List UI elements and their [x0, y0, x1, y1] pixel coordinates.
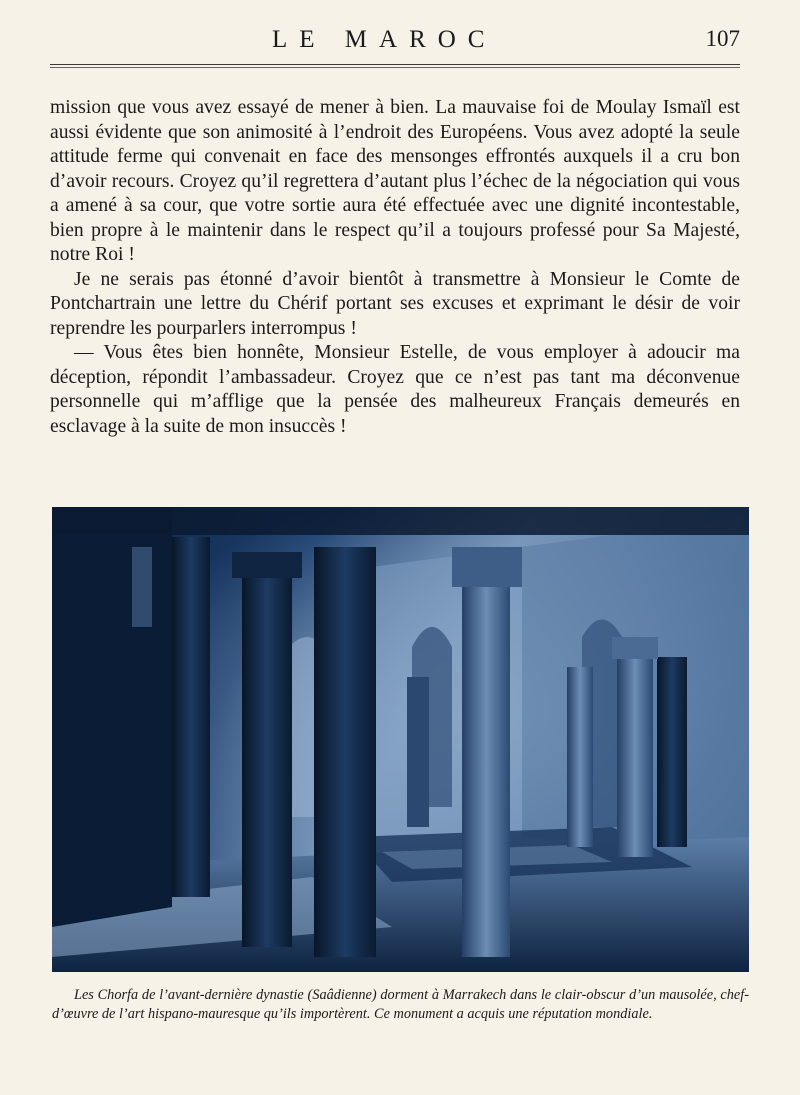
header-rule-thin — [50, 67, 740, 68]
paragraph-1: mission que vous avez essayé de mener à bien. La mauvaise foi de Moulay Ismaïl est aussi évidente que son animosité à l’endroit des Européens. Vous avez adopté la seule attitude ferme qui convenait en face des mensonges effrontés auxquels il a cru bon d’avoir recours. Croyez qu’il regrettera d’autant plus l’échec de la négociation qui vous a amené à sa cour, que votre sortie aura été effectuée avec une dignité incontestable, bien propre à le maintenir dans le respect qu’il a toujours professé pour Sa Majesté, notre Roi ! — [50, 97, 740, 265]
page-number: 107 — [705, 26, 740, 51]
paragraph-2: Je ne serais pas étonné d’avoir bientôt à transmettre à Monsieur le Comte de Pontchartrain une lettre du Chérif portant ses excuses et exprimant le désir de voir reprendre les pourparlers interrompus ! — [50, 268, 740, 339]
body-text — [50, 96, 740, 439]
figure-caption: Les Chorfa de l’avant-dernière dynastie (Saâdienne) dorment à Marrakech dans le clair-obscur d’un mausolée, chef-d’œuvre de l’art hispano-mauresque qu’ils importèrent. Ce monument a acquis une réputation mondiale. — [52, 987, 749, 1022]
mausoleum-photo — [52, 507, 749, 972]
page-header — [50, 26, 740, 60]
header-rule — [50, 64, 740, 65]
paragraph-3: — Vous êtes bien honnête, Monsieur Estelle, de vous employer à adoucir ma déception, répondit l’ambassadeur. Croyez que ce n’est pas tant ma déconvenue personnelle qui m’afflige que la pensée des malheureux Français demeurés en esclavage à la suite de mon insuccès ! — [50, 342, 740, 437]
running-title: LE MAROC — [272, 26, 497, 53]
